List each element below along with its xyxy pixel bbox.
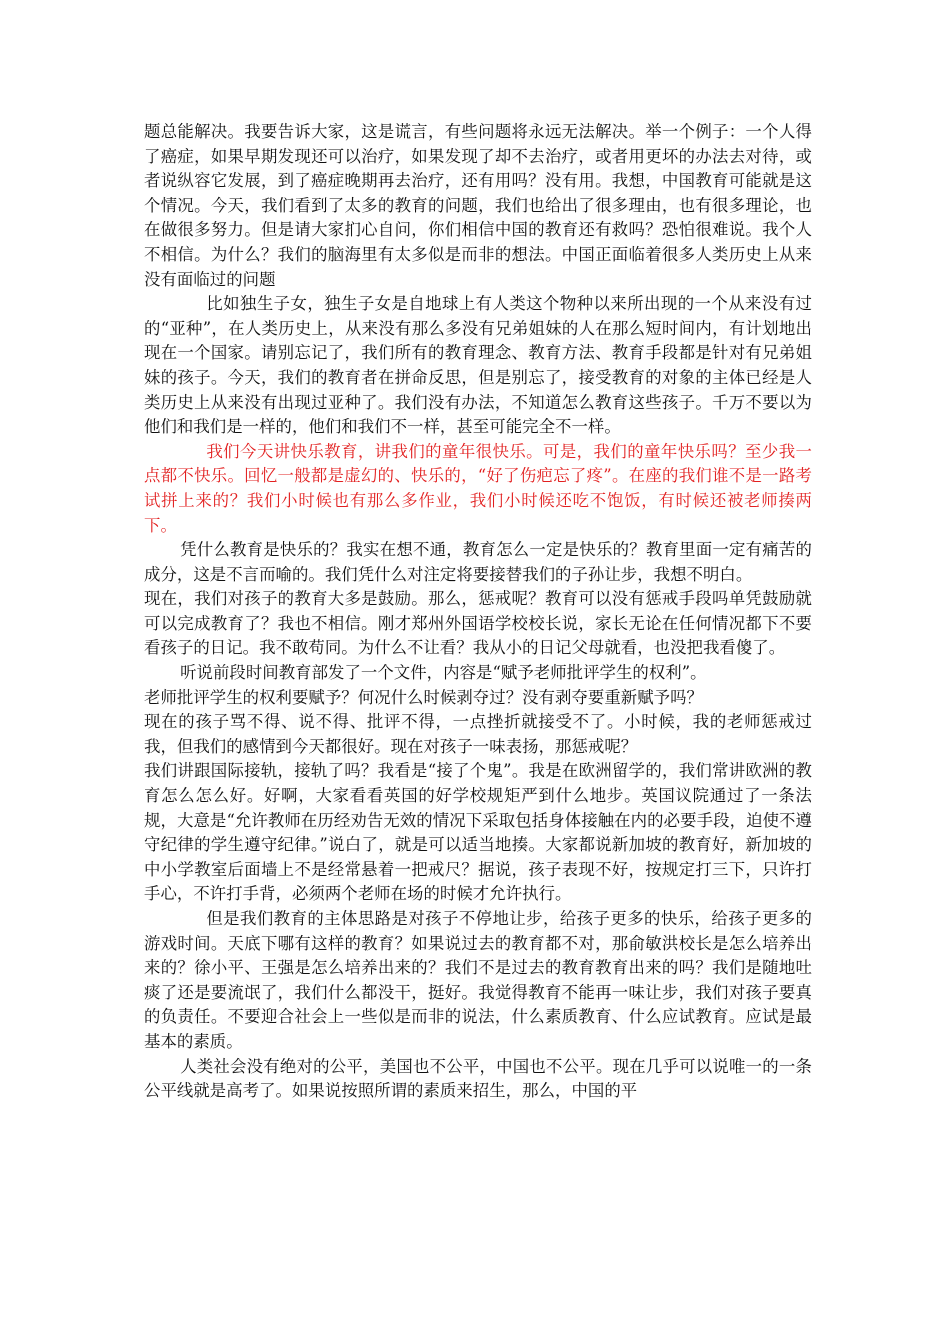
paragraph-intro: 题总能解决。我要告诉大家，这是谎言，有些问题将永远无法解决。举一个例子：一个人得了癌症，如果早期发现还可以治疗，如果发现了却不去治疗，或者用更坏的办法去对待，或者说纵容它发展，到了癌症晚期再去治疗，还有用吗？没有用。我想，中国教育可能就是这个情况。今天，我们看到了太多的教育的问题，我们也给出了很多理由，也有很多理论，也在做很多努力。但是请大家扪心自问，你们相信中国的教育还有救吗？恐怕很难说。我个人不相信。为什么？我们的脑海里有太多似是而非的想法。中国正面临着很多人类历史上从来没有面临过的问题 [144, 122, 812, 289]
paragraph-international-practice: 我们讲跟国际接轨，接轨了吗？我看是“接了个鬼”。我是在欧洲留学的，我们常讲欧洲的教育怎么怎么好。好啊，大家看看英国的好学校规矩严到什么地步。英国议院通过了一条法规，大意是“允许教师在历经劝告无效的情况下采取包括身体接触在内的必要手段，迫使不遵守纪律的学生遵守纪律。”说白了，就是可以适当地揍。大家都说新加坡的教育好，新加坡的中小学教室后面墙上不是经常悬着一把戒尺？据说，孩子表现不好，按规定打三下，只许打手心，不许打手背，必须两个老师在场的时候才允许执行。 [144, 761, 812, 904]
paragraph-encouragement-discipline: 现在，我们对孩子的教育大多是鼓励。那么，惩戒呢？教育可以没有惩戒手段吗单凭鼓励就可以完成教育了？我也不相信。刚才郑州外国语学校校长说，家长无论在任何情况都下不要看孩子的日记。我不敢苟同。为什么不让看？我从小的日记父母就看，也没把我看傻了。 [144, 589, 812, 658]
paragraph-ministry-document: 听说前段时间教育部发了一个文件，内容是“赋予老师批评学生的权利”。 [180, 663, 707, 683]
paragraph-right-to-criticize: 老师批评学生的权利要赋予？何况什么时候剥夺过？没有剥夺要重新赋予吗？ [144, 687, 703, 707]
paragraph-children-today: 现在的孩子骂不得、说不得、批评不得，一点挫折就接受不了。小时候，我的老师惩戒过我，但我们的感情到今天都很好。现在对孩子一味表扬，那惩戒呢？ [144, 712, 812, 756]
paragraph-happy-education-highlight: 我们今天讲快乐教育，讲我们的童年很快乐。可是，我们的童年快乐吗？至少我一点都不快乐。回忆一般都是虚幻的、快乐的，“好了伤疤忘了疼”。在座的我们谁不是一路考试拼上来的？我们小时候也有那么多作业，我们小时候还吃不饱饭，有时候还被老师揍两下。 [144, 441, 812, 535]
paragraph-pain-in-education: 凭什么教育是快乐的？我实在想不通，教育怎么一定是快乐的？教育里面一定有痛苦的成分，这是不言而喻的。我们凭什么对注定将要接替我们的子孙让步，我想不明白。 [144, 540, 812, 584]
paragraph-only-child: 比如独生子女，独生子女是自地球上有人类这个物种以来所出现的一个从来没有过的“亚种”，在人类历史上，从来没有那么多没有兄弟姐妹的人在那么短时间内，有计划地出现在一个国家。请别忘记了，我们所有的教育理念、教育方法、教育手段都是针对有兄弟姐妹的孩子。今天，我们的教育者在拼命反思，但是别忘了，接受教育的对象的主体已经是人类历史上从来没有出现过亚种了。我们没有办法，不知道怎么教育这些孩子。千万不要以为他们和我们是一样的，他们和我们不一样，甚至可能完全不一样。 [144, 294, 812, 437]
document-body [144, 120, 812, 1104]
paragraph-fairness: 人类社会没有绝对的公平，美国也不公平，中国也不公平。现在几乎可以说唯一的一条公平线就是高考了。如果说按照所谓的素质来招生，那么，中国的平 [144, 1056, 812, 1101]
paragraph-concession: 但是我们教育的主体思路是对孩子不停地让步，给孩子更多的快乐，给孩子更多的游戏时间。天底下哪有这样的教育？如果说过去的教育都不对，那俞敏洪校长是怎么培养出来的？徐小平、王强是怎么培养出来的？我们不是过去的教育教育出来的吗？我们是随地吐痰了还是要流氓了，我们什么都没干，挺好。我觉得教育不能再一味让步，我们对孩子要真的负责任。不要迎合社会上一些似是而非的说法，什么素质教育、什么应试教育。应试是最基本的素质。 [144, 909, 812, 1051]
